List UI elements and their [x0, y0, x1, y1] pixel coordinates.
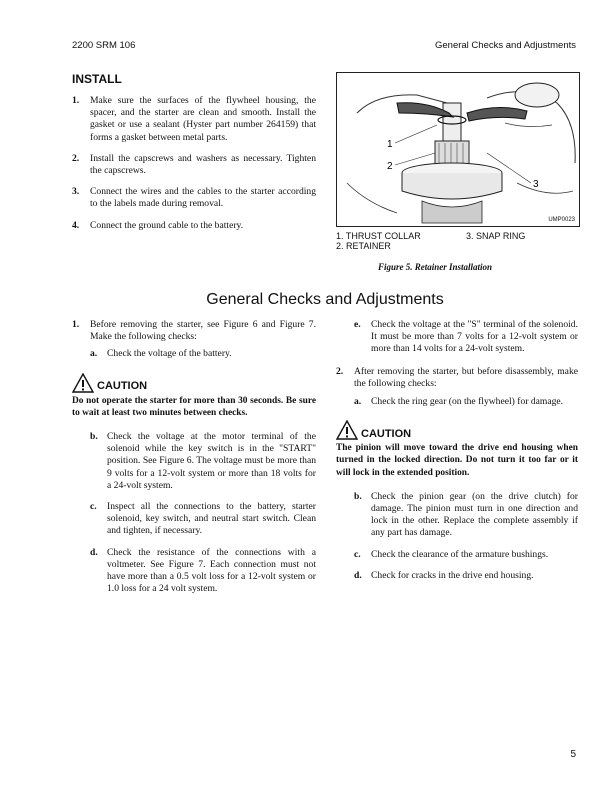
step-text: Connect the ground cable to the battery.	[90, 219, 244, 231]
step-text: Install the capscrews and washers as necessary. Tighten the capscrews.	[90, 152, 316, 177]
item-text: Check the voltage at the "S" terminal of the solenoid. It must be more than 7 volts for a 12-volt system or more than 14 volts for a 24-volt system.	[371, 319, 578, 355]
check-2c	[336, 549, 578, 561]
caution-text: The pinion will move toward the drive end housing when turned in the locked direction. Do not turn it too far or it will lock in the extended position.	[336, 443, 578, 478]
install-step-4	[72, 220, 316, 232]
item-label: c.	[90, 501, 97, 513]
retainer-installation-illustration	[337, 73, 579, 226]
install-step-1	[72, 95, 316, 144]
warning-triangle-icon	[336, 420, 358, 440]
item-label: b.	[90, 431, 98, 443]
step-text: Make sure the surfaces of the flywheel housing, the spacer, and the starter are clean and smooth. Install the gasket or use a sealant (Hyster part number 264159) that forms a gasket between metal parts.	[90, 95, 316, 143]
step-number: 1.	[72, 95, 80, 106]
callout-1: 1	[387, 139, 393, 150]
check-2a	[336, 396, 578, 408]
caution-block-right	[336, 420, 578, 479]
warning-triangle-icon	[72, 373, 94, 393]
item-text: Check the clearance of the armature bushings.	[371, 548, 549, 560]
left-column	[72, 319, 316, 595]
install-step-2	[72, 153, 316, 177]
item-label: d.	[90, 546, 98, 558]
install-step-3	[72, 186, 316, 210]
item-text: Check the voltage of the battery.	[107, 348, 232, 360]
step-number: 4.	[72, 219, 80, 231]
step-number: 3.	[72, 186, 80, 198]
item-text: Inspect all the connections to the battery, starter solenoid, key switch, and neutral start switch. Clean and tighten, if necessary.	[107, 501, 316, 537]
caution-text: Do not operate the starter for more than 30 seconds. Be sure to wait at least two minutes between checks.	[72, 395, 316, 418]
item-label: d.	[354, 569, 362, 581]
legend-item-retainer: 2. RETAINER	[336, 241, 391, 251]
item-label: e.	[354, 319, 361, 330]
item-text: Check for cracks in the drive end housing.	[371, 569, 534, 581]
callout-2: 2	[387, 161, 393, 172]
item-label: c.	[354, 548, 361, 560]
caution-heading	[336, 420, 578, 440]
step-text: Connect the wires and the cables to the starter according to the labels made during removal.	[90, 186, 316, 210]
item-text: Check the ring gear (on the flywheel) for damage.	[371, 396, 564, 408]
legend-item-thrust-collar: 1. THRUST COLLAR	[336, 231, 421, 241]
check-step-1	[72, 319, 316, 343]
item-label: a.	[90, 348, 98, 360]
check-1c	[72, 501, 316, 538]
right-column	[336, 319, 578, 582]
item-text: Check the voltage at the motor terminal of the solenoid while the key switch is in the "START" position. See Figure 6. The voltage must be more than 9 volts for a 12-volt system or more than 18 volts for a 24-volt system.	[107, 431, 316, 491]
caution-block-left	[72, 373, 316, 419]
figure-retainer-installation	[336, 72, 580, 227]
item-text: Check the pinion gear (on the drive clutch) for damage. The pinion must turn in one direction and lock in the other. Replace the complete assembly if any part has damage.	[371, 490, 578, 539]
item-label: b.	[354, 490, 362, 502]
figure-code: UMP0023	[548, 217, 575, 223]
check-2b	[336, 491, 578, 540]
caution-title: CAUTION	[361, 428, 412, 441]
figure-caption: Figure 5. Retainer Installation	[378, 262, 493, 272]
check-1d	[72, 547, 316, 596]
header-manual-code: 2200 SRM 106	[72, 40, 136, 51]
item-label: a.	[354, 396, 362, 408]
section-title: General Checks and Adjustments	[206, 291, 444, 308]
legend-item-snap-ring: 3. SNAP RING	[466, 231, 526, 241]
callout-3: 3	[533, 179, 539, 190]
caution-heading	[72, 373, 316, 393]
item-text: Check the resistance of the connections with a voltmeter. See Figure 7. Each connection must not have more than a 0.5 volt loss for a 12-volt system or 1.0 loss for a 24 volt system.	[107, 546, 316, 595]
step-text: Before removing the starter, see Figure 6 and Figure 7. Make the following checks:	[90, 319, 316, 343]
header-section-title: General Checks and Adjustments	[435, 40, 576, 51]
check-1a	[72, 348, 316, 360]
check-2d	[336, 570, 578, 582]
step-number: 2.	[72, 152, 80, 164]
step-number: 2.	[336, 365, 344, 377]
caution-title: CAUTION	[97, 380, 148, 393]
page-number: 5	[570, 749, 576, 760]
check-1b	[72, 431, 316, 492]
check-step-2	[336, 366, 578, 390]
install-steps	[72, 95, 316, 241]
check-1e	[336, 319, 578, 356]
step-text: After removing the starter, but before disassembly, make the following checks:	[354, 365, 578, 389]
step-number: 1.	[72, 319, 80, 330]
install-heading: INSTALL	[72, 72, 122, 86]
